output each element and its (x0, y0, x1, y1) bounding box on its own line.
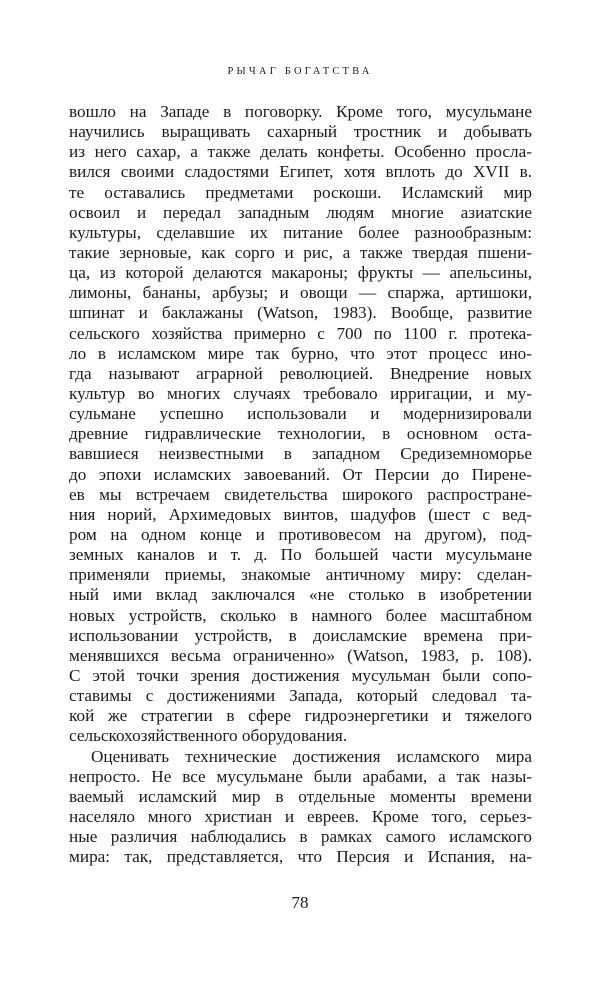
text-line: менявшихся весьма ограниченно» (Watson, 1983, p. 108). (69, 645, 532, 665)
text-line: ца, из которой делаются макароны; фрукты — апельсины, (69, 263, 532, 283)
text-line: непросто. Не все мусульмане были арабами, а так назы- (69, 766, 532, 786)
text-line: сельского хозяйства примерно с 700 по 1100 г. протека- (69, 323, 532, 343)
text-line: ев мы встречаем свидетельства широкого распростране- (69, 484, 532, 504)
text-line: такие зерновые, как сорго и рис, а также твердая пшени- (69, 242, 532, 262)
text-line: С этой точки зрения достижения мусульман были сопо- (69, 665, 532, 685)
text-line: ния норий, Архимедовых винтов, шадуфов (шест с вед- (69, 504, 532, 524)
text-line: освоил и передал западным людям многие азиатские (69, 202, 532, 222)
text-line: ло в исламском мире так бурно, что этот процесс ино- (69, 343, 532, 363)
text-line: древние гидравлические технологии, в основном оста- (69, 424, 532, 444)
text-line: населяло много христиан и евреев. Кроме того, серьез- (69, 806, 532, 826)
text-line: вошло на Западе в поговорку. Кроме того, мусульмане (69, 102, 532, 121)
text-line: кой же стратегии в сфере гидроэнергетики и тяжелого (69, 706, 532, 726)
page-body (69, 102, 532, 867)
text-line: гда называют аграрной революцией. Внедрение новых (69, 363, 532, 383)
page-number: 78 (291, 893, 309, 912)
text-line: вился своими сладостями Египет, хотя вплоть до XVII в. (69, 162, 532, 182)
text-line: вавшиеся неизвестными в западном Средиземноморье (69, 444, 532, 464)
text-line: мира: так, представляется, что Персия и Испания, на- (69, 847, 532, 867)
text-line: те оставались предметами роскоши. Исламский мир (69, 182, 532, 202)
text-line: ный ими вклад заключался «не столько в изобретении (69, 585, 532, 605)
text-line: земных каналов и т. д. По большей части мусульмане (69, 545, 532, 565)
text-line: лимоны, бананы, арбузы; и овощи — спаржа, артишоки, (69, 283, 532, 303)
text-line: ставимы с достижениями Запада, который следовал та- (69, 686, 532, 706)
text-line: шпинат и баклажаны (Watson, 1983). Вообще, развитие (69, 303, 532, 323)
running-header: РЫЧАГ БОГАТСТВА (227, 66, 373, 77)
text-line: сульмане успешно использовали и модернизировали (69, 404, 532, 424)
paragraph-1 (69, 102, 532, 747)
text-line: ром на одном конце и противовесом на другом), под- (69, 524, 532, 544)
text-line: ваемый исламский мир в отдельные моменты времени (69, 786, 532, 806)
text-line: использовании устройств, в доисламские времена при- (69, 625, 532, 645)
text-line: до эпохи исламских завоеваний. От Персии до Пирене- (69, 464, 532, 484)
text-line: применяли приемы, знакомые античному миру: сделан- (69, 565, 532, 585)
text-line: ные различия наблюдались в рамках самого исламского (69, 827, 532, 847)
text-line: новых устройств, сколько в намного более масштабном (69, 605, 532, 625)
paragraph-2 (69, 747, 532, 868)
text-line: научились выращивать сахарный тростник и добывать (69, 122, 532, 142)
text-line: культур во многих случаях требовало ирригации, и му- (69, 383, 532, 403)
text-line: из него сахар, а также делать конфеты. Особенно просла- (69, 142, 532, 162)
text-line: Оценивать технические достижения исламского мира (91, 746, 532, 766)
text-line: культуры, сделавшие их питание более разнообразным: (69, 222, 532, 242)
text-line: сельскохозяйственного оборудования. (69, 726, 348, 746)
